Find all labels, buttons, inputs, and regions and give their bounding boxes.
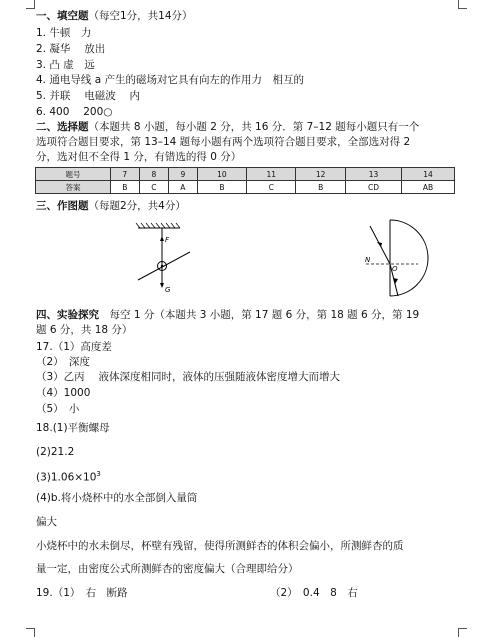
crop-mark-top-right bbox=[458, 0, 467, 9]
table-cell: 7 bbox=[110, 168, 139, 181]
force-label-g: G bbox=[165, 286, 171, 294]
table-cell: 10 bbox=[197, 168, 246, 181]
answer-line: 18.(1)平衡螺母 bbox=[36, 422, 110, 434]
section-3-heading bbox=[36, 200, 186, 213]
answer-text: (3)1.06×10 bbox=[36, 471, 97, 484]
refraction-diagram-figure bbox=[362, 218, 434, 298]
table-cell: C bbox=[247, 181, 296, 194]
center-label-o: O bbox=[392, 265, 398, 273]
table-cell: B bbox=[197, 181, 246, 194]
answer-line: (4)b.将小烧杯中的水全部倒入量筒 bbox=[36, 492, 198, 504]
section-1-note: （每空1分，共14分） bbox=[88, 10, 193, 22]
crop-mark-top-left bbox=[26, 0, 35, 9]
table-cell: AB bbox=[402, 181, 455, 194]
exponent: 3 bbox=[96, 470, 101, 478]
table-cell: 13 bbox=[345, 168, 401, 181]
answer-line bbox=[36, 468, 101, 485]
section-2-heading bbox=[36, 121, 419, 134]
table-cell: 8 bbox=[139, 168, 168, 181]
table-cell: 9 bbox=[168, 168, 197, 181]
crop-mark-bottom-left bbox=[26, 628, 35, 637]
answer-line: 小烧杯中的水未倒尽，杯壁有残留，使得所测鲜杏的体积会偏小，所测鲜杏的质 bbox=[36, 540, 404, 552]
table-cell: B bbox=[110, 181, 139, 194]
answer-line: 3. 凸 虚 远 bbox=[36, 59, 95, 71]
answer-line: 4. 通电导线 a 产生的磁场对它具有向左的作用力 相互的 bbox=[36, 74, 304, 86]
section-4-heading bbox=[36, 309, 419, 322]
answer-line: （3）乙丙 液体深度相同时，液体的压强随液体密度增大而增大 bbox=[36, 371, 341, 383]
table-row-answers bbox=[36, 181, 455, 194]
section-2-note-line: 分，选对但不全得 1 分，有错选的得 0 分） bbox=[36, 151, 242, 163]
table-cell: 11 bbox=[247, 168, 296, 181]
section-3-title: 三、作图题 bbox=[36, 200, 89, 212]
table-header-cell: 答案 bbox=[36, 181, 111, 194]
answer-table bbox=[35, 167, 455, 194]
answer-line: 2. 凝华 放出 bbox=[36, 43, 106, 55]
normal-label-n: N bbox=[365, 256, 371, 264]
answer-line: （5） 小 bbox=[36, 403, 80, 415]
force-diagram-figure bbox=[130, 222, 200, 294]
section-3-note: （每题2分，共4分） bbox=[88, 200, 186, 212]
answer-line: 19.（1） 右 断路 bbox=[36, 587, 128, 599]
answer-line: 6. 400 200○ bbox=[36, 106, 113, 118]
table-cell: 14 bbox=[402, 168, 455, 181]
crop-mark-bottom-right bbox=[458, 628, 467, 637]
section-4-note: 每空 1 分（本题共 3 小题，第 17 题 6 分，第 18 题 6 分，第 19 bbox=[99, 309, 420, 321]
section-1-title: 一、填空题 bbox=[36, 10, 89, 22]
answer-line: 1. 牛顿 力 bbox=[36, 27, 92, 39]
answer-line: 量一定，由密度公式所测鲜杏的密度偏大（合理即给分） bbox=[36, 563, 299, 575]
section-4-note-line: 题 6 分，共 18 分） bbox=[36, 324, 133, 336]
section-4-title: 四、实验探究 bbox=[36, 309, 99, 321]
force-label-f: F bbox=[165, 236, 170, 244]
table-cell: CD bbox=[345, 181, 401, 194]
table-header-cell: 题号 bbox=[36, 168, 111, 181]
answer-line: （4）1000 bbox=[36, 387, 91, 399]
table-cell: C bbox=[139, 181, 168, 194]
answer-line: （2） 0.4 8 右 bbox=[270, 587, 358, 599]
answer-line: 17.（1）高度差 bbox=[36, 341, 112, 353]
answer-line: 偏大 bbox=[36, 516, 57, 528]
answer-line: 5. 并联 电磁波 内 bbox=[36, 90, 141, 102]
table-cell: A bbox=[168, 181, 197, 194]
section-2-title: 二、选择题 bbox=[36, 121, 89, 133]
table-row-numbers bbox=[36, 168, 455, 181]
section-2-note-line: 选项符合题目要求，第 13–14 题每小题有两个选项符合题目要求，全部选对得 2 bbox=[36, 136, 411, 148]
table-cell: B bbox=[296, 181, 345, 194]
answer-line: (2)21.2 bbox=[36, 446, 75, 458]
section-2-note: （本题共 8 小题，每小题 2 分，共 16 分．第 7–12 题每小题只有一个 bbox=[88, 121, 420, 133]
answer-line: （2） 深度 bbox=[36, 356, 90, 368]
section-1-heading bbox=[36, 10, 193, 23]
table-cell: 12 bbox=[296, 168, 345, 181]
